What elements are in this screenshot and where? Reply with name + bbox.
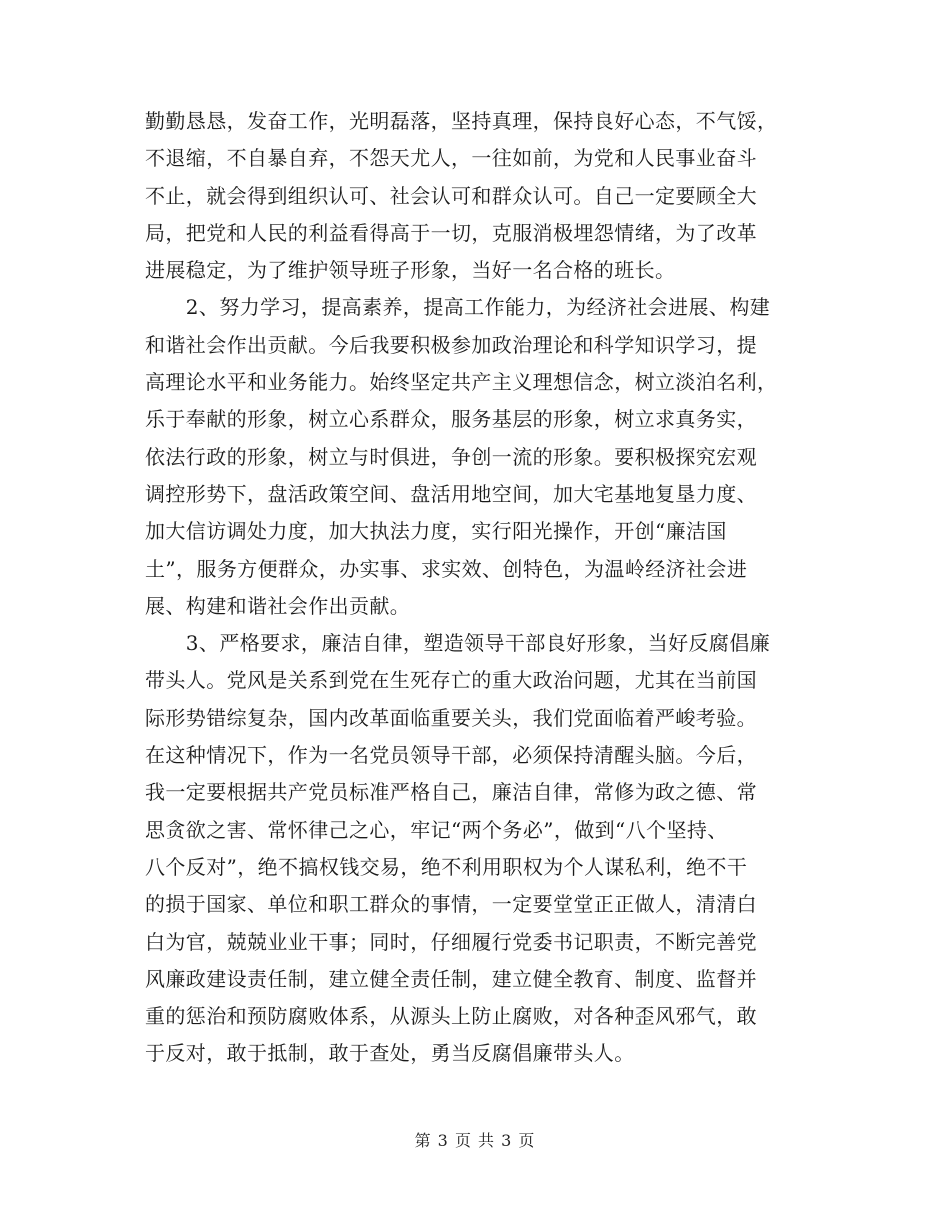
document-body xyxy=(145,103,807,1073)
text-line: 风廉政建设责任制，建立健全责任制，建立健全教育、制度、监督并 xyxy=(145,966,757,991)
text-line: 进展稳定，为了维护领导班子形象，当好一名合格的班长。 xyxy=(145,258,676,283)
text-line: 2、努力学习，提高素养，提高工作能力，为经济社会进展、构建 xyxy=(145,295,771,320)
text-line: 调控形势下，盘活政策空间、盘活用地空间，加大宅基地复垦力度、 xyxy=(145,481,757,506)
text-line: 土”，服务方便群众，办实事、求实效、创特色，为温岭经济社会进 xyxy=(145,556,748,581)
page-number: 第 3 页 共 3 页 xyxy=(414,1131,536,1150)
text-line: 际形势错综复杂，国内改革面临重要关头，我们党面临着严峻考验。 xyxy=(145,705,757,730)
text-line: 局，把党和人民的利益看得高于一切，克服消极埋怨情绪，为了改革 xyxy=(145,220,757,245)
text-line: 白为官，兢兢业业干事；同时，仔细履行党委书记职责，不断完善党 xyxy=(145,929,757,954)
text-line: 的损于国家、单位和职工群众的事情，一定要堂堂正正做人，清清白 xyxy=(145,892,757,917)
text-line: 乐于奉献的形象，树立心系群众，服务基层的形象，树立求真务实， xyxy=(145,407,757,432)
text-line: 加大信访调处力度，加大执法力度，实行阳光操作，开创“廉洁国 xyxy=(145,519,727,544)
text-line: 我一定要根据共产党员标准严格自己，廉洁自律，常修为政之德、常 xyxy=(145,780,757,805)
text-line: 思贪欲之害、常怀律己之心，牢记“两个务必”，做到“八个坚持、 xyxy=(145,817,728,842)
text-line: 在这种情况下，作为一名党员领导干部，必须保持清醒头脑。今后， xyxy=(145,743,757,768)
text-line: 展、构建和谐社会作出贡献。 xyxy=(145,593,411,618)
text-line: 3、严格要求，廉洁自律，塑造领导干部良好形象，当好反腐倡廉 xyxy=(145,631,771,656)
text-line: 重的惩治和预防腐败体系，从源头上防止腐败，对各种歪风邪气，敢 xyxy=(145,1004,757,1029)
text-line: 八个反对”，绝不搞权钱交易，绝不利用职权为个人谋私利，绝不干 xyxy=(145,854,748,879)
text-line: 不止，就会得到组织认可、社会认可和群众认可。自己一定要顾全大 xyxy=(145,183,757,208)
text-line: 不退缩，不自暴自弃，不怨天尤人，一往如前，为党和人民事业奋斗 xyxy=(145,146,757,171)
text-line: 带头人。党风是关系到党在生死存亡的重大政治问题，尤其在当前国 xyxy=(145,668,757,693)
text-line: 高理论水平和业务能力。始终坚定共产主义理想信念，树立淡泊名利， xyxy=(145,370,778,395)
text-line: 依法行政的形象，树立与时俱进，争创一流的形象。要积极探究宏观 xyxy=(145,444,757,469)
text-line: 于反对，敢于抵制，敢于查处，勇当反腐倡廉带头人。 xyxy=(145,1041,635,1066)
text-line: 勤勤恳恳，发奋工作，光明磊落，坚持真理，保持良好心态，不气馁， xyxy=(145,109,778,133)
text-line: 和谐社会作出贡献。今后我要积极参加政治理论和科学知识学习，提 xyxy=(145,332,757,357)
